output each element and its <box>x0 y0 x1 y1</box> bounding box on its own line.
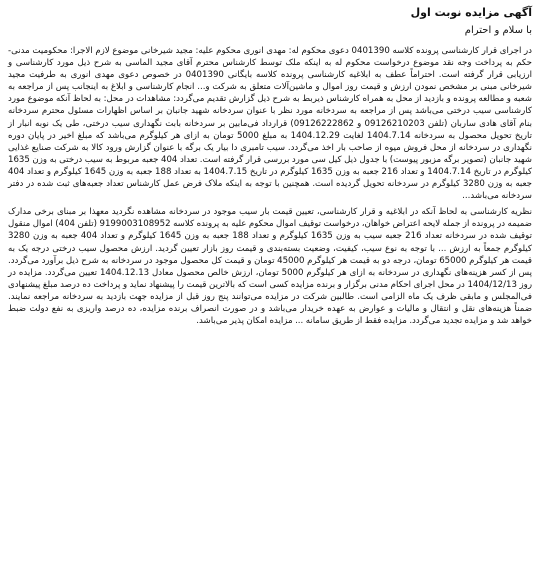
notice-greeting: با سلام و احترام <box>464 25 532 36</box>
notice-title: آگهی مزایده نوبت اول <box>410 6 532 19</box>
notice-paragraph-1: در اجرای قرار کارشناسی پرونده کلاسه 0401390 دعوی محکوم له: مهدی انوری محکوم علیه: مجید شیرخانی موضوع لازم الاجرا: محکومیت مدنی- حکم به پرداخت وجه نقد موضوع درخواست محکوم له به اینکه ملک توسط کارشناس محترم آقای مجید الماسی به شرح ذیل مورد کارشناسی و ارزیابی قرار گرفته است. احتراماً عطف به ابلاغیه کارشناسی پرونده کلاسه بایگانی 0401390 در خصوص دعوی مهدی انوری به طرفیت مجید شیرخانی مبنی بر مشخص نمودن ارزش و قیمت روز اموال و ماشین‌آلات متعلق به شرکت و... انجام کارشناسی و ابلاغ به اینجانب پس از مراجعه به شعبه و مطالعه پرونده و بازدید از محل به همراه کارشناس ذیربط به شرح ذیل گزارش تقدیم می‌گردد: مشاهدات در محل: به لحاظ آنکه موضوع مورد کارشناسی سیب درختی می‌باشد پس از مراجعه به سردخانه مورد نظر با عنوان سردخانه شهید جانبان بر اساس اظهارات مسئول محترم سردخانه بنام آقای هادی ساربان (تلفن 09126210203 و 09126222862) قرارداد فی‌مابین بر سردخانه بابت نگهداری سیب درختی، طی یک نوبه انبار از تاریخ تحویل محصول به سردخانه 1404.7.14 لغایت 1404.12.29 به مبلغ 5000 تومان به ازای هر کیلوگرم می‌باشد که مبلغ اخیر در پایان دوره نگهداری در سردخانه از محل فروش میوه از صاحب بار اخذ می‌گردد. سیب تامبری دا بیار یک برگه با عنوان گزارش ورود کالا به شرکت صنایع غذایی شهید جانبان (تصویر برگه مزبور پیوست) با جدول ذیل کیل سی مورد بررسی قرار گرفته است. تعداد 404 جعبه مربوط به سیب درختی به وزن 1635 کیلوگرم در تاریخ 1404.7.14 و تعداد 216 جعبه به وزن 1635 کیلوگرم در تاریخ 1404.7.15 به تعداد 188 جعبه به وزن 1645 کیلوگرم و تعداد 404 جعبه به وزن 3280 کیلوگرم در سردخانه تحویل گردیده است. همچنین با توجه به اینکه ملاک فرض عمل کارشناس تعداد جعبه‌های ثبت شده در دفتر سردخانه می‌باشد... <box>8 46 533 202</box>
notice-paragraph-2: نظریه کارشناسی به لحاظ آنکه در ابلاغیه و قرار کارشناسی، تعیین قیمت بار سیب موجود در سردخانه مشاهده نگردید معهذا بر مبنای برخی مدارک ضمیمه در پرونده از جمله لایحه اعتراض خواهان، درخواست توقیف اموال محکوم علیه به پرونده کلاسه 9199003108952 (تلفن 404) اموال منقول توقیف شده در سردخانه تعداد 216 جعبه سیب به وزن 1635 کیلوگرم و تعداد 188 جعبه به وزن 1645 کیلوگرم و تعداد 404 جعبه به وزن 3280 کیلوگرم جمعاً به ارزش ... با توجه به نوع سیب، کیفیت، وضعیت بسته‌بندی و قیمت روز بازار تعیین گردید. ارزش محصول سیب درختی درجه یک به قیمت هر کیلوگرم 65000 تومان، درجه دو به قیمت هر کیلوگرم 45000 تومان و قیمت کل محصول موجود در سردخانه به شرح ذیل برآورد می‌گردد. پس از کسر هزینه‌های نگهداری در سردخانه به ازای هر کیلوگرم 5000 تومان، ارزش خالص محصول معادل 1404.12.13 تعیین می‌گردد. مزایده در روز 1404/12/13 در محل اجرای احکام مدنی برگزار و برنده مزایده کسی است که بالاترین قیمت را پیشنهاد نماید و پرداخت ده درصد مبلغ پیشنهادی فی‌المجلس و مابقی ظرف یک ماه الزامی است. طالبین شرکت در مزایده می‌توانند پنج روز قبل از مزایده جهت بازدید به سردخانه مراجعه نمایند. ضمناً هزینه‌های نقل و انتقال و مالیات و عوارض به عهده خریدار می‌باشد و در صورت انصراف برنده مزایده، ده درصد واریزی به نفع دولت ضبط خواهد شد و مزایده تجدید می‌گردد. مزایده فقط از طریق سامانه ... مزایده امکان پذیر می‌باشد. <box>8 207 533 327</box>
